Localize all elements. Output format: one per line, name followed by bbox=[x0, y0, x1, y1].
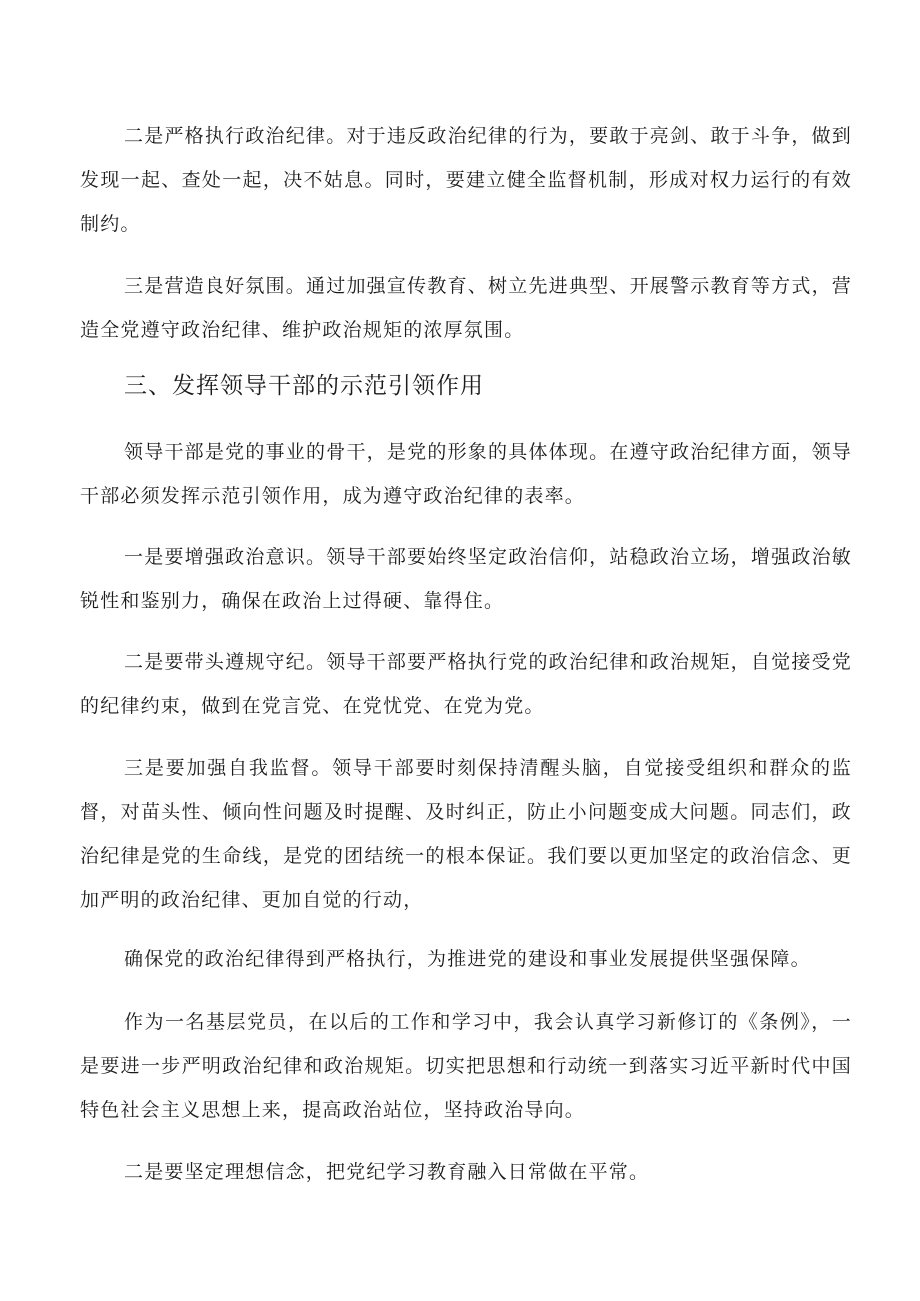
paragraph-atmosphere: 三是营造良好氛围。通过加强宣传教育、树立先进典型、开展警示教育等方式，营造全党遵守政治纪律、维护政治规矩的浓厚氛围。 bbox=[80, 275, 852, 341]
paragraph-self-supervision: 三是要加强自我监督。领导干部要时刻保持清醒头脑，自觉接受组织和群众的监督，对苗头性、倾向性问题及时提醒、及时纠正，防止小问题变成大问题。同志们，政治纪律是党的生命线，是党的团结统一的根本保证。我们要以更加坚定的政治信念、更加严明的政治纪律、更加自觉的行动， bbox=[80, 757, 852, 911]
section-heading: 三、发挥领导干部的示范引领作用 bbox=[124, 373, 484, 399]
paragraph-ideals-beliefs: 二是要坚定理想信念，把党纪学习教育融入日常做在平常。 bbox=[124, 1161, 650, 1183]
paragraph-leaders-intro: 领导干部是党的事业的骨干，是党的形象的具体体现。在遵守政治纪律方面，领导干部必须发挥示范引领作用，成为遵守政治纪律的表率。 bbox=[80, 441, 852, 507]
paragraph-lead-by-example: 二是要带头遵规守纪。领导干部要严格执行党的政治纪律和政治规矩，自觉接受党的纪律约束，做到在党言党、在党忧党、在党为党。 bbox=[80, 651, 852, 717]
paragraph-political-awareness: 一是要增强政治意识。领导干部要始终坚定政治信仰，站稳政治立场，增强政治敏锐性和鉴别力，确保在政治上过得硬、靠得住。 bbox=[80, 546, 852, 612]
paragraph-strict-discipline: 二是严格执行政治纪律。对于违反政治纪律的行为，要敢于亮剑、敢于斗争，做到发现一起、查处一起，决不姑息。同时，要建立健全监督机制，形成对权力运行的有效制约。 bbox=[80, 125, 852, 235]
paragraph-grassroots-member: 作为一名基层党员，在以后的工作和学习中，我会认真学习新修订的《条例》，一是要进一步严明政治纪律和政治规矩。切实把思想和行动统一到落实习近平新时代中国特色社会主义思想上来，提高政治站位，坚持政治导向。 bbox=[80, 1011, 852, 1121]
paragraph-ensure-discipline: 确保党的政治纪律得到严格执行，为推进党的建设和事业发展提供坚强保障。 bbox=[124, 948, 811, 970]
